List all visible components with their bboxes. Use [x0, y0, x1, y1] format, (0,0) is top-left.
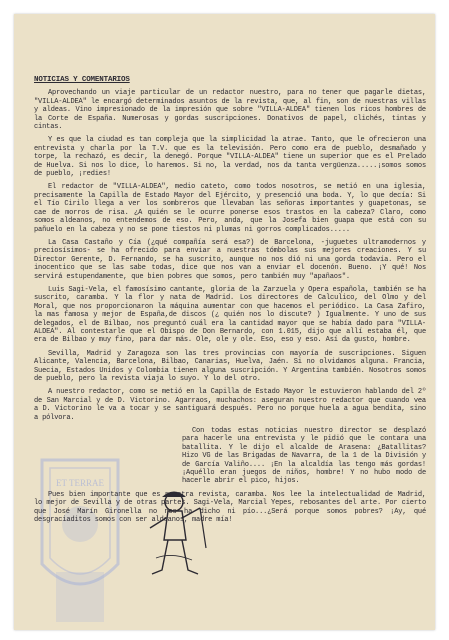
paragraph: A nuestro redactor, como se metió en la Capilla de Estado Mayor le estuvieron hablando del 2º de San Marcial y de D. Victorino. Agarraos, muchachos: aseguran nuestro redactor que cuando vea a D. Victorino le va a tocar y se santiguará después. Pero no porque huela a agua bendita, sino a pólvora. [34, 388, 426, 422]
paragraph: El redactor de "VILLA-ALDEA", medio cateto, como todos nosotros, se metió en una iglesia, precisamente la Capilla de Estado Mayor del Ejército, y presenció una boda. Y, lo que decía: Si el Tío Cirilo llega a ver los sombreros que llevaban las señoras importantes y guapetonas, se cae de morros de risa. ¿A quién se le ocurre ponerse esos trastos en la cabeza? Claro, como somos aldeanos, no entendemos de eso. Pero, anda, que la Josefa bien guapa que está con su pañuelo en la cabeza y no se pone tiestos ni plumas ni gorros complicados..... [34, 183, 426, 234]
paragraph: La Casa Castaño y Cía (¿qué compañía será esa?) de Barcelona, -juguetes ultramodernos y preciosísimos- se ha ofrecido para enviar a nuestras tómbolas sus mejores creaciones. Y su Director Gerente, D. Fernando, se ha suscrito, aunque no nos dió ni una gorda todavía. Pero el inocentico que se las sabe todas, dice que nos van a enviar el docenón. Bueno. ¡Y qué! Nos servirá estupendamente, que bien pobres que somos, pero también muy "apañaos". [34, 238, 426, 281]
document-title: NOTICIAS Y COMENTARIOS [34, 76, 130, 84]
paragraph: Con todas estas noticias nuestro director se desplazó para hacerle una entrevista y le pidió que le contara una batallita. Y le dijo el alcalde de Arasena: ¿Batallitas? Hizo VG de las Brigadas de Navarra, de la 1 de la División y de García Valiño.... ¡En la alcaldía las tengo más gordas! ¡Aquéllo eran juegos de niños, hombre! Y no hubo modo de hacerle abrir el pico, hijos. [182, 427, 426, 486]
paper-sheet [14, 14, 435, 630]
document-body [34, 76, 426, 530]
paragraph: Pues bien importante que es nuestra revista, caramba. Nos lee la intelectualidad de Madrid, lo mejor de Sevilla y de otras partes. Sagi-Vela, Marcial Yepes, rebosantes del arte. Por cierto que José Marín Gironella no nos ha dicho ni pío...¿Será porque somos pobres? ¡Ay, qué desgraciaditos somos con ser aldeanos, madre mía! [34, 490, 426, 525]
paragraph: Y es que la ciudad es tan compleja que la simplicidad la atrae. Tanto, que le ofrecieron una entrevista y charla por la T.V. que es la televisión. Pero como era de pueblo, desmañado y torpe, la rechazó, es decir, la denegó. Porque "VILLA-ALDEA" tiene un superior que es el Prelado de Huelva. Si nos lo dice, lo haremos. Si no, la verdad, nos da tanta vergüenza.....¡somos somos de pueblo, ¡redies! [34, 136, 426, 179]
paragraph: Sevilla, Madrid y Zaragoza son las tres provincias con mayoría de suscripciones. Siguen Alicante, Valencia, Barcelona, Bilbao, Canarias, Huelva, Jaén. Si no olvidamos alguna. Francia, Suecia, Estados Unidos y Colombia tienen alguna suscripción. Y Argentina también. Nosotros somos de pueblo, pero la revista viaja lo suyo. Y lo del otro. [34, 349, 426, 383]
paragraph: Luis Sagi-Vela, el famosísimo cantante, gloria de la Zarzuela y Opera española, también se ha suscrito, caramba. Y la flor y nata de Madrid. Los directores de Calculico, del Olmo y del Moral, que nos proporcionaron la máquina aumentar con que hacemos el periódico. La Casa Zafiro, la mas famosa y mejor de España,de discos (¿ quién nos lo discute? ) Igualmente. Y uno de sus delegados, el de Bilbao, nos preguntó cuál era la cantidad mayor que se había dado para "VILLA-ALDEA". Al contestarle que el Obispo de Don Bernardo, con 1.015, dijo que allí estaba él, que era de Bilbao y muy fino, para dar más. Ole, ole y ole. Eso, eso y eso. Así da gusto, hombre. [34, 285, 426, 345]
watermark-text: ET TERRAE [56, 478, 104, 488]
paragraph: Aprovechando un viaje particular de un redactor nuestro, para no tener que pagarle dietas, "VILLA-ALDEA" le encargó determinados asuntos de la revista, que, al fin, son de nuestras villas y aldeas. Vino impresionado de la impresión que sobre "VILLA-ALDEA" tienen los ricos hombres de la Corte de España. Numerosas y gordas suscripciones. Donativos de papel, clichés, tintas y cintas. [34, 89, 426, 132]
